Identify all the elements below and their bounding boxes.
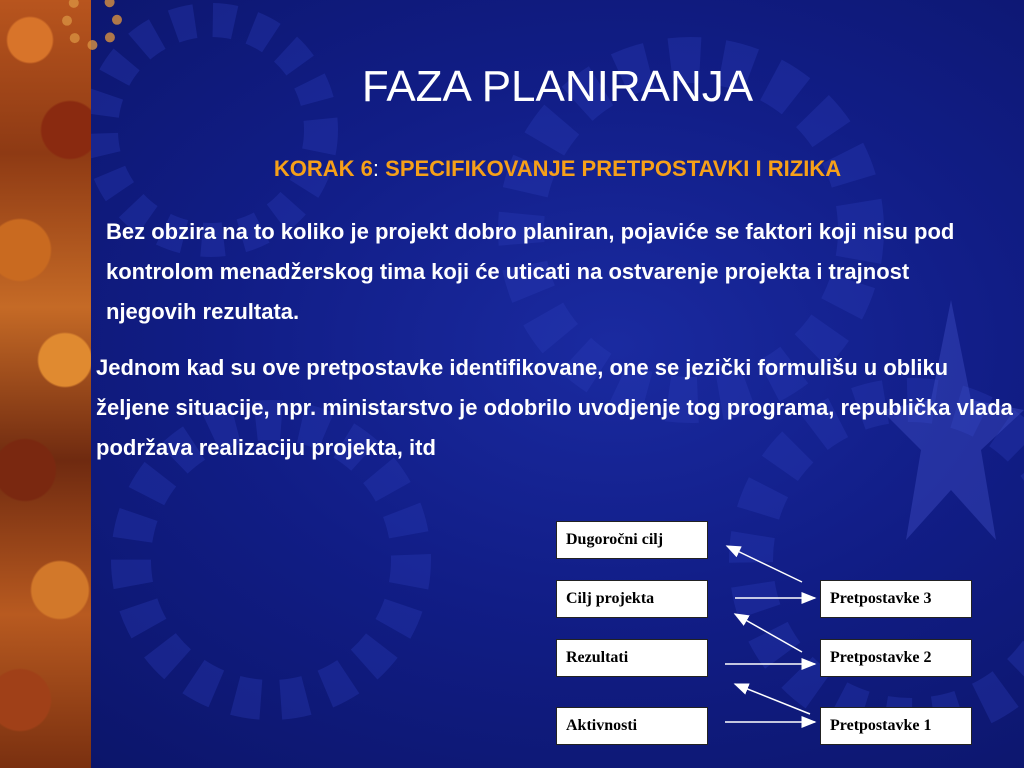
subtitle-text: SPECIFIKOVANJE PRETPOSTAVKI I RIZIKA: [379, 156, 842, 181]
slide-title: FAZA PLANIRANJA: [361, 62, 754, 111]
slide-subtitle: [91, 156, 1024, 182]
box-pretpostavke-2: Pretpostavke 2: [820, 639, 972, 677]
gear-icon: [101, 20, 321, 240]
box-rezultati: Rezultati: [556, 639, 708, 677]
box-aktivnosti: Aktivnosti: [556, 707, 708, 745]
paragraph-1: Bez obzira na to koliko je projekt dobro planiran, pojaviće se faktori koji nisu pod kontrolom menadžerskog tima koji će uticati na ostvarenje projekta i trajnost njegovih rezultata.: [106, 219, 955, 324]
subtitle-step: KORAK 6: [273, 156, 373, 181]
box-dugorocni-cilj: Dugoročni cilj: [556, 521, 708, 559]
decorative-gear-sidebar: [0, 0, 91, 768]
box-cilj-projekta: Cilj projekta: [556, 580, 708, 618]
box-pretpostavke-3: Pretpostavke 3: [820, 580, 972, 618]
paragraph-2: Jednom kad su ove pretpostavke identifikovane, one se jezički formulišu u obliku željene situacije, npr. ministarstvo je odobrilo uvodjenje tog programa, republička vlada podržava realizaciju projekta, itd: [96, 355, 1013, 460]
box-pretpostavke-1: Pretpostavke 1: [820, 707, 972, 745]
subtitle-separator: :: [372, 156, 380, 181]
